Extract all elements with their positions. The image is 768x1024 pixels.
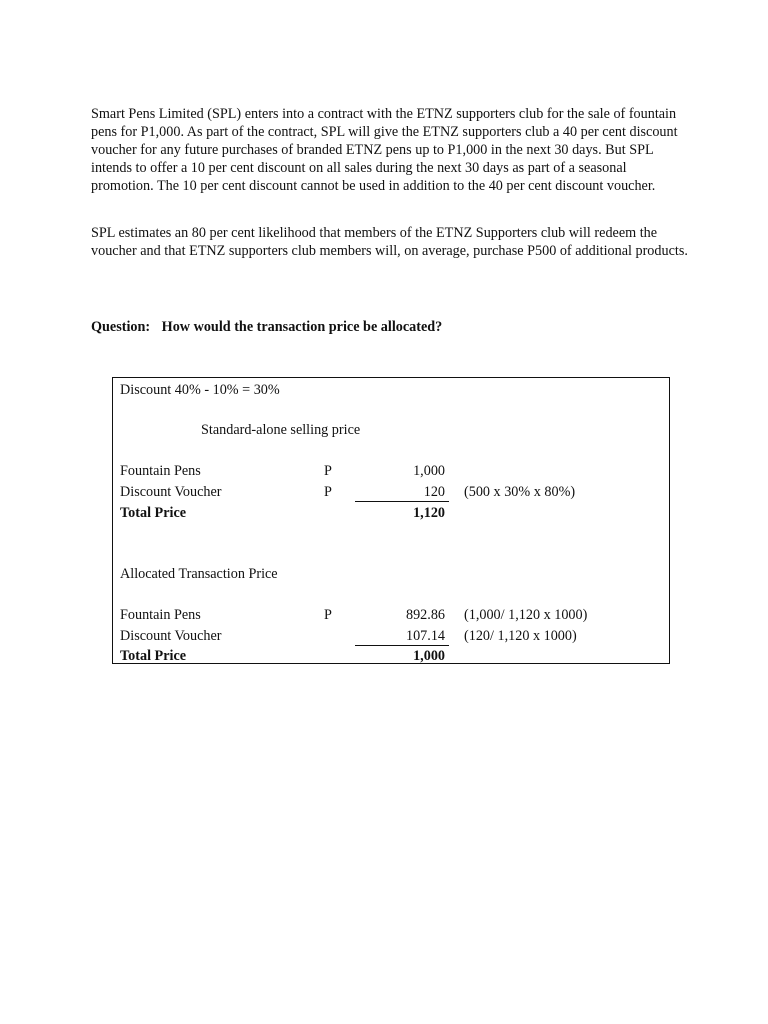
total-label: Total Price	[120, 505, 187, 521]
row-label-discount-voucher: Discount Voucher	[120, 628, 222, 644]
row-currency: P	[324, 463, 332, 479]
row-currency: P	[324, 484, 332, 500]
discount-line: Discount 40% - 10% = 30%	[120, 382, 280, 398]
section-heading-standalone: Standard-alone selling price	[201, 422, 361, 438]
row-amount: 120	[355, 483, 449, 502]
row-label-fountain-pens: Fountain Pens	[120, 463, 201, 479]
row-note: (1,000/ 1,120 x 1000)	[464, 607, 588, 623]
row-note: (120/ 1,120 x 1000)	[464, 628, 577, 644]
row-amount: 107.14	[355, 627, 449, 646]
total-amount: 1,120	[413, 505, 445, 521]
question-line	[91, 318, 442, 336]
total-label: Total Price	[120, 648, 187, 664]
row-note: (500 x 30% x 80%)	[464, 484, 576, 500]
row-currency: P	[324, 607, 332, 623]
estimate-paragraph: SPL estimates an 80 per cent likelihood that members of the ETNZ Supporters club will redeem the voucher and that ETNZ supporters club members will, on average, purchase P500 of additional products.	[91, 225, 688, 259]
row-label-discount-voucher: Discount Voucher	[120, 484, 222, 500]
row-amount: 892.86	[405, 607, 445, 623]
question-text: How would the transaction price be allocated?	[161, 319, 443, 335]
total-amount: 1,000	[413, 648, 445, 664]
row-amount: 1,000	[413, 463, 445, 479]
question-label: Question:	[91, 319, 151, 335]
intro-paragraph: Smart Pens Limited (SPL) enters into a contract with the ETNZ supporters club for the sale of fountain pens for P1,000. As part of the contract, SPL will give the ETNZ supporters club a 40 per cent discount voucher for any future purchases of branded ETNZ pens up to P1,000 in the next 30 days. But SPL intends to offer a 10 per cent discount on all sales during the next 30 days as part of a seasonal promotion. The 10 per cent discount cannot be used in addition to the 40 per cent discount voucher.	[91, 106, 678, 194]
row-label-fountain-pens: Fountain Pens	[120, 607, 201, 623]
section-heading-allocated: Allocated Transaction Price	[120, 566, 278, 582]
calculation-box	[112, 377, 670, 664]
